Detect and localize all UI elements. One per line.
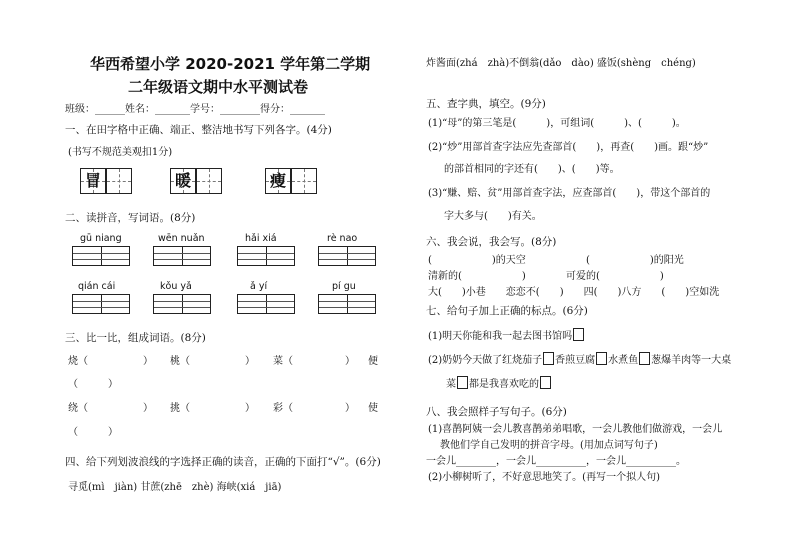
q5-line5: 字大多与( )有关。 (444, 211, 542, 222)
q8-line3[interactable]: 一会儿________，一会儿__________，一会儿__________。 (426, 456, 686, 467)
exam-title-line2: 二年级语文期中水平测试卷 (128, 78, 309, 96)
tzg-empty-3a[interactable] (291, 168, 317, 194)
q7-line2 (428, 352, 731, 367)
pinyin-grid-7[interactable] (237, 294, 295, 314)
q8-line2: 教他们学自己发明的拼音字母。(用加点词写句子) (440, 440, 658, 451)
q1-note: (书写不规范美观扣1分) (68, 147, 173, 158)
q7-item-1: 香煎豆腐 (555, 355, 596, 366)
pinyin-grid-6[interactable] (153, 294, 211, 314)
pinyin-2: wēn nuǎn (158, 233, 205, 244)
q5-line2: (2)“炒”用部首查字法应先查部首( )，再查( )画。跟“炒” (428, 142, 709, 153)
pinyin-grid-5[interactable] (72, 294, 130, 314)
pinyin-8: pí gu (332, 281, 356, 292)
q3-row2-a: 绕（ (68, 403, 88, 414)
q3-row1-a: 烧（ (68, 356, 88, 367)
q4-continued: 炸酱面(zhá zhà)不倒翁(dǎo dào) 盛饭(shèng chéng) (426, 58, 696, 69)
q3-row2-e: 彩（ (273, 403, 293, 414)
q7-sentence2: (2)奶奶今天做了红烧茄子 (428, 355, 543, 366)
q3-row1-c: 桃（ (170, 356, 190, 367)
q3-row1-blank: （ ） (68, 379, 118, 390)
q5-line4: (3)“赚、赔、贫”用部首查字法，应查部首( )，带这个部首的 (428, 188, 711, 199)
q3-row2-blank: （ ） (68, 427, 118, 438)
punct-box-2[interactable] (543, 352, 554, 365)
tzg-empty-2a[interactable] (196, 168, 222, 194)
q7-heading: 七、给句子加上正确的标点。(6分) (426, 305, 588, 317)
char-2: 暖 (174, 171, 191, 190)
q8-line4: (2)小柳树听了，不好意思地笑了。(再写一个拟人句) (428, 472, 660, 483)
q6-line1a: ( )的天空 (428, 255, 526, 266)
q7-item-2: 水煮鱼 (608, 355, 639, 366)
q4-line: 寻觅(mì jiàn) 甘蔗(zhē zhè) 海峡(xiá jiā) (68, 482, 282, 493)
pinyin-3: hǎi xiá (245, 233, 277, 244)
q3-row2-d: ） (245, 403, 255, 414)
q2-heading: 二、读拼音，写词语。(8分) (65, 212, 196, 224)
punct-box-6[interactable] (540, 376, 551, 389)
char-1: 冒 (84, 171, 101, 190)
pinyin-grid-4[interactable] (318, 246, 376, 266)
q5-line1: (1)“母”的第三笔是( )，可组词( )、( )。 (428, 118, 686, 129)
pinyin-grid-3[interactable] (237, 246, 295, 266)
q6-heading: 六、我会说，我会写。(8分) (426, 236, 557, 248)
pinyin-7: ǎ yí (250, 281, 268, 292)
punct-box-4[interactable] (639, 352, 650, 365)
q6-line1b: ( )的阳光 (586, 255, 684, 266)
q7-sentence1: (1)明天你能和我一起去图书馆吗 (428, 331, 573, 342)
q3-row1-b: ） (143, 356, 153, 367)
q7-word-cai: 菜 (446, 379, 456, 390)
q6-line2a: 清新的( ) (428, 271, 526, 282)
pinyin-1: gū niang (80, 233, 122, 244)
q8-heading: 八、我会照样子写句子。(6分) (426, 406, 567, 418)
q7-line1 (428, 328, 585, 343)
tzg-char-1 (80, 168, 106, 194)
q3-row2-c: 挑（ (170, 403, 190, 414)
pinyin-6: kǒu yǎ (160, 281, 192, 292)
q3-row2-f: ） (345, 403, 355, 414)
pinyin-grid-1[interactable] (72, 246, 130, 266)
q3-row1-d: ） (245, 356, 255, 367)
q7-item-3: 葱爆羊肉等一大桌 (651, 355, 732, 366)
punct-box-3[interactable] (596, 352, 607, 365)
tzg-empty-1a[interactable] (106, 168, 132, 194)
q4-heading: 四、给下列划波浪线的字选择正确的读音，正确的下面打“√”。(6分) (65, 456, 381, 468)
q3-row1-e: 菜（ (273, 356, 293, 367)
q3-heading: 三、比一比，组成词语。(8分) (65, 332, 206, 344)
pinyin-grid-2[interactable] (153, 246, 211, 266)
exam-title-line1: 华西希望小学 2020-2021 学年第二学期 (90, 55, 371, 73)
q3-row1-g: 便 (368, 356, 378, 367)
q6-line3: 大( )小巷 恋恋不( ) 四( )八方 ( )空如洗 (428, 287, 720, 298)
pinyin-5: qián cái (78, 281, 116, 292)
q7-line3 (446, 376, 552, 391)
q5-heading: 五、查字典，填空。(9分) (426, 98, 546, 110)
pinyin-4: rè nao (327, 233, 358, 244)
pinyin-grid-8[interactable] (318, 294, 376, 314)
q3-row1-f: ） (345, 356, 355, 367)
q5-line3: 的部首相同的字还有( )、( )等。 (444, 164, 620, 175)
q3-row2-g: 使 (368, 403, 378, 414)
punct-box-5[interactable] (457, 376, 468, 389)
q8-line1: (1)喜鹊阿姨一会儿教喜鹊弟弟唱歌，一会儿教他们做游戏，一会儿 (428, 424, 723, 435)
q1-heading: 一、在田字格中正确、端正、整洁地书写下列各字。(4分) (65, 124, 332, 136)
tzg-char-2 (170, 168, 196, 194)
q3-row2-b: ） (143, 403, 153, 414)
tzg-char-3 (265, 168, 291, 194)
q6-line2b: 可爱的( ) (566, 271, 664, 282)
student-info-line: 班级：______姓名：_______学号：________得分：_______ (65, 104, 325, 115)
q7-sentence3: 都是我喜欢吃的 (469, 379, 539, 390)
char-3: 瘦 (269, 171, 286, 190)
punct-box-1[interactable] (573, 328, 584, 341)
